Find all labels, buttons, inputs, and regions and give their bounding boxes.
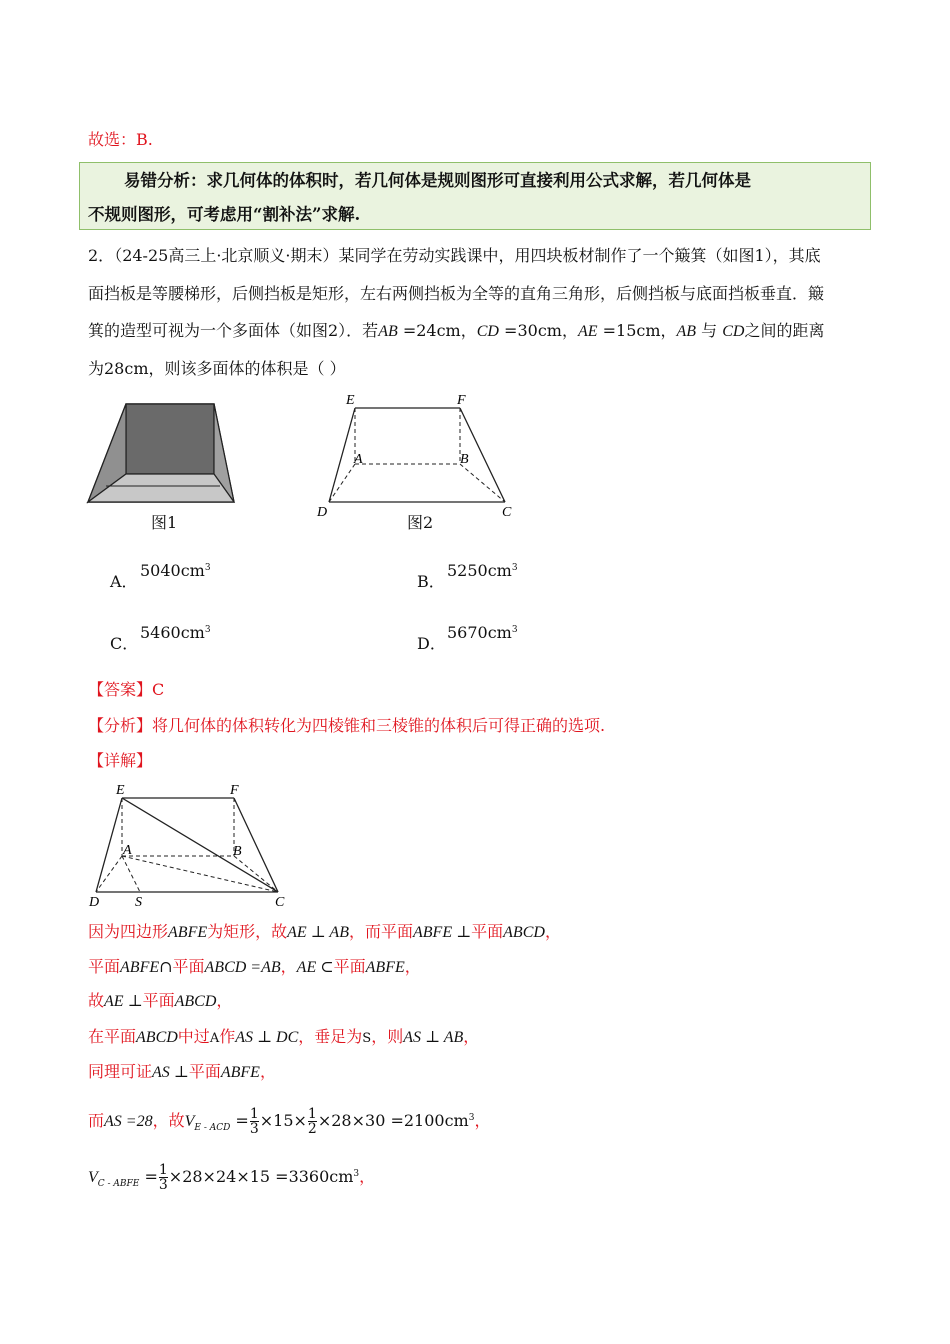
q-text-b: 之间的距离 — [744, 321, 825, 340]
s6-f2d: 2 — [307, 1121, 317, 1137]
answer-line — [88, 679, 164, 701]
tip-line-2: 不规则图形，可考虑用“割补法”求解. — [88, 205, 361, 224]
s6-a: 而 — [88, 1111, 105, 1130]
var-ae: AE — [577, 323, 598, 340]
s7-c: ×28×24×15 =3360cm — [168, 1167, 354, 1186]
label-a: A — [354, 452, 363, 467]
s5-b: AS ⊥ — [152, 1064, 189, 1081]
label-f: F — [457, 393, 466, 408]
edge-bc — [460, 464, 505, 502]
q-conj: 与 — [696, 321, 723, 340]
s2-h: 平面 — [333, 957, 366, 976]
option-b-value[interactable] — [447, 557, 518, 582]
s7-frac — [159, 1163, 168, 1192]
s4-h: S — [362, 1031, 372, 1046]
s5-c: 平面 — [188, 1062, 221, 1081]
s2-e: ABCD =AB — [204, 959, 281, 976]
label-b: B — [460, 452, 469, 467]
s7-exp: 3 — [353, 1169, 360, 1179]
step-4 — [88, 1026, 479, 1050]
question-line-2: 面挡板是等腰梯形，后侧挡板是矩形，左右两侧挡板为全等的直角三角形，后侧挡板与底面挡板垂直．簸 — [88, 284, 825, 303]
figure-2-caption: 图2 — [407, 513, 434, 532]
option-b-exp: 3 — [511, 563, 518, 573]
s2-f: ， — [280, 957, 297, 976]
figure-1-caption: 图1 — [151, 513, 178, 532]
s7-d: ， — [359, 1167, 376, 1186]
s7-v: V — [88, 1169, 98, 1186]
s3-e: ， — [216, 991, 233, 1010]
s6-i: ， — [474, 1111, 491, 1130]
s7-eq: = — [144, 1167, 158, 1186]
var-cd-2: CD — [722, 323, 745, 340]
question-line-1 — [88, 245, 821, 267]
s4-k: ， — [463, 1027, 480, 1046]
s5-d: ABFE — [220, 1064, 260, 1081]
s7-fd: 3 — [158, 1177, 168, 1193]
s4-b: ABCD — [136, 1029, 178, 1046]
s1-a: 因为四边形 — [88, 922, 169, 941]
option-a-number: 5040cm — [140, 561, 205, 580]
var-cd: CD — [476, 323, 499, 340]
question-line-3 — [88, 320, 825, 343]
s3-c: 平面 — [142, 991, 175, 1010]
cd-value: =30cm， — [498, 321, 578, 340]
s6-f1d: 3 — [249, 1121, 259, 1137]
s4-c: 中过 — [177, 1027, 210, 1046]
analysis-line — [88, 715, 605, 737]
detail-tag: 【详解】 — [88, 751, 153, 770]
step-2 — [88, 956, 421, 979]
label-e: E — [346, 393, 355, 408]
s6-exp: 3 — [468, 1113, 475, 1123]
d-edge-ec — [122, 798, 278, 892]
option-c-exp: 3 — [204, 625, 211, 635]
s5-e: ， — [259, 1062, 276, 1081]
option-a-exp: 3 — [204, 563, 211, 573]
s1-d: AE ⊥ AB — [287, 924, 349, 941]
step-6 — [88, 1098, 490, 1148]
var-ab-2: AB — [676, 323, 697, 340]
s1-i: ， — [544, 922, 561, 941]
tip-line-1: 易错分析：求几何体的体积时，若几何体是规则图形可直接利用公式求解，若几何体是 — [124, 171, 751, 190]
d-label-a: A — [123, 843, 132, 858]
error-analysis-box — [79, 162, 871, 230]
d-edge-ed — [96, 798, 122, 892]
s6-frac-2 — [308, 1107, 317, 1136]
s6-v: V — [184, 1113, 195, 1130]
s6-eq: = — [235, 1111, 249, 1130]
question-line-4: 为28cm，则该多面体的体积是（ ） — [88, 359, 346, 378]
s6-g: ×15× — [259, 1111, 307, 1130]
analysis-text: 将几何体的体积转化为四棱锥和三棱锥的体积后可得正确的选项. — [152, 716, 606, 735]
label-c: C — [502, 505, 512, 520]
step-5 — [88, 1061, 276, 1084]
detail-figure — [86, 778, 296, 910]
analysis-tag: 【分析】 — [88, 716, 153, 735]
question-text-1: （24-25高三上·北京顺义·期末）某同学在劳动实践课中，用四块板材制作了一个簸箕（如图1），其底 — [114, 246, 821, 265]
s1-e: ，而平面 — [348, 922, 413, 941]
s6-c: ，故 — [152, 1111, 185, 1130]
s1-g: 平面 — [471, 922, 504, 941]
s2-c: ∩ — [159, 957, 173, 976]
figure-1-dustpan — [86, 398, 238, 506]
d-edge-ad — [96, 856, 122, 892]
s2-a: 平面 — [88, 957, 121, 976]
s2-d: 平面 — [172, 957, 205, 976]
d-edge-as — [122, 856, 140, 892]
s1-c: 为矩形，故 — [207, 922, 288, 941]
answer-value: C — [152, 680, 165, 699]
var-ab: AB — [378, 323, 398, 340]
s7-sub: C - ABFE — [97, 1179, 140, 1189]
s2-g: AE ⊂ — [296, 959, 334, 976]
answer-tag: 【答案】 — [88, 680, 153, 699]
option-d-label[interactable]: D． — [417, 634, 446, 653]
s2-i: ABFE — [365, 959, 405, 976]
step-3 — [88, 990, 232, 1013]
s4-g: ，垂足为 — [298, 1027, 363, 1046]
d-edge-ac — [122, 856, 278, 892]
step-1 — [88, 921, 561, 944]
ae-value: =15cm， — [597, 321, 677, 340]
edge-ad — [329, 464, 355, 502]
option-a-value[interactable] — [140, 557, 211, 582]
s4-i: ，则 — [371, 1027, 404, 1046]
option-d-number: 5670cm — [447, 623, 512, 642]
s4-f: AS ⊥ DC — [235, 1029, 299, 1046]
s1-f: ABFE ⊥ — [413, 924, 472, 941]
q-text: 箕的造型可视为一个多面体（如图2）．若 — [88, 321, 379, 340]
d-label-b: B — [233, 844, 242, 859]
s2-b: ABFE — [120, 959, 160, 976]
d-label-s: S — [135, 895, 142, 910]
s4-j: AS ⊥ AB — [403, 1029, 464, 1046]
step-7 — [88, 1154, 375, 1204]
figure-2-polyhedron — [312, 386, 522, 522]
d-label-e: E — [116, 783, 125, 798]
question-number: 2． — [88, 246, 115, 265]
d-edge-bc — [234, 856, 278, 892]
option-c-label[interactable]: C． — [110, 634, 139, 653]
s2-j: ， — [404, 957, 421, 976]
d-label-c: C — [275, 895, 285, 910]
s1-b: ABFE — [168, 924, 208, 941]
s4-a: 在平面 — [88, 1027, 137, 1046]
option-b-number: 5250cm — [447, 561, 512, 580]
s6-frac-1 — [250, 1107, 259, 1136]
edge-ed — [329, 408, 355, 502]
option-c-number: 5460cm — [140, 623, 205, 642]
s1-h: ABCD — [503, 924, 545, 941]
d-label-f: F — [230, 783, 239, 798]
s5-a: 同理可证 — [88, 1062, 153, 1081]
fig1-back-panel — [126, 404, 214, 474]
option-a-label[interactable]: A． — [110, 572, 138, 591]
s3-d: ABCD — [174, 993, 217, 1010]
s6-sub: E - ACD — [194, 1123, 231, 1133]
s7-fn: 1 — [158, 1162, 168, 1178]
ab-value: =24cm， — [397, 321, 477, 340]
s6-b: AS =28 — [104, 1113, 153, 1130]
s6-f2n: 1 — [307, 1106, 317, 1122]
option-c-value[interactable] — [140, 619, 211, 644]
s4-d: A — [209, 1031, 220, 1046]
s3-b: AE ⊥ — [104, 993, 143, 1010]
s6-h: ×28×30 =2100cm — [317, 1111, 469, 1130]
option-d-value[interactable] — [447, 619, 518, 644]
previous-answer: 故选：B. — [88, 130, 153, 149]
label-d: D — [317, 505, 328, 520]
s3-a: 故 — [88, 991, 105, 1010]
option-b-label[interactable]: B． — [417, 572, 445, 591]
d-label-d: D — [89, 895, 100, 910]
option-d-exp: 3 — [511, 625, 518, 635]
s4-e: 作 — [219, 1027, 236, 1046]
s6-f1n: 1 — [249, 1106, 259, 1122]
